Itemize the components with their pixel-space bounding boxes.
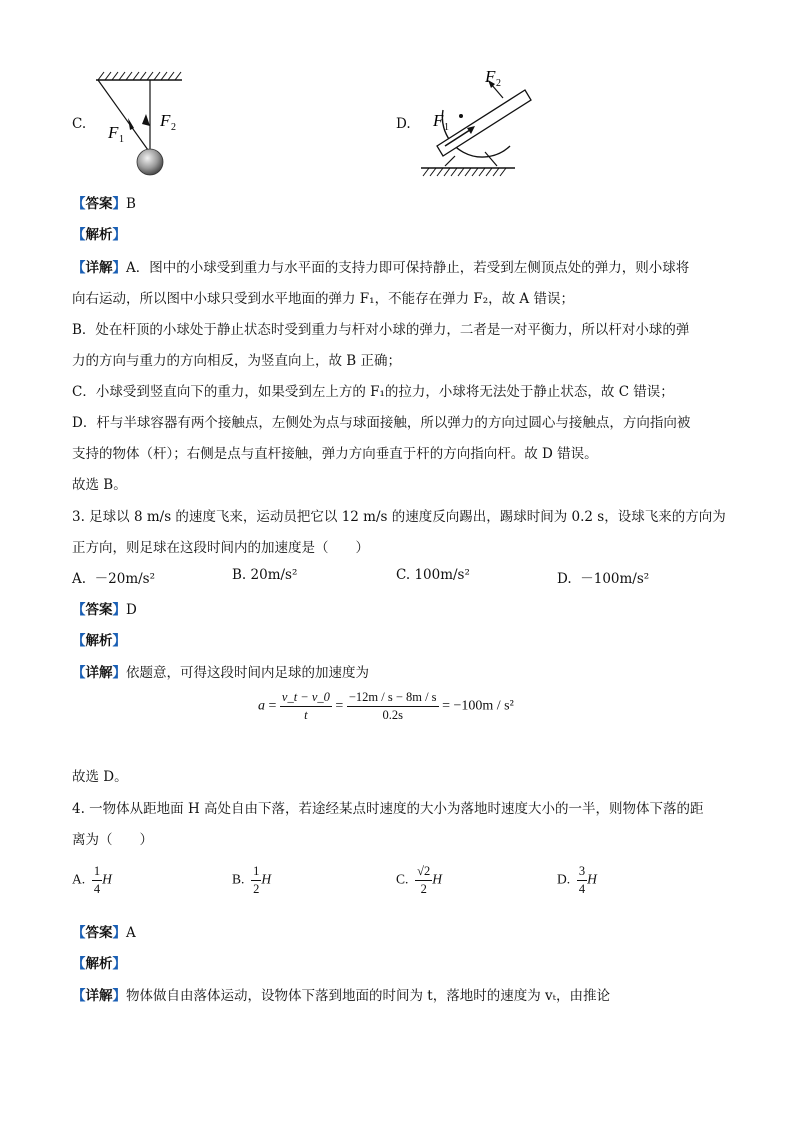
q4-option-c: C. $\frac{√2}{2}$ H xyxy=(396,864,443,896)
q3-answer-value: D xyxy=(126,602,137,618)
q3-option-c: C. 100m/s² xyxy=(396,567,470,583)
q2-detail-line-6: D．杆与半球容器有两个接触点，左侧处为点与球面接触，所以弹力的方向过圆心与接触点，方向指向被 xyxy=(72,415,691,431)
q4-answer-row: 【答案】A xyxy=(72,925,136,941)
q3-option-b: B. 20m/s² xyxy=(232,567,298,583)
figure-c-pendulum xyxy=(90,66,190,184)
q2-detail-line-3: B．处在杆顶的小球处于静止状态时受到重力与杆对小球的弹力，二者是一对平衡力，所以杆对小球的弹 xyxy=(72,322,690,338)
q4-detail-line: 【详解】物体做自由落体运动，设物体下落到地面的时间为 t，落地时的速度为 vₜ，由推论 xyxy=(72,988,610,1004)
q2-answer-value: B xyxy=(126,196,136,212)
q4-stem-line-1: 4. 一物体从距地面 H 高处自由下落，若途经某点时速度的大小为落地时速度大小的一半，则物体下落的距 xyxy=(72,801,704,817)
q3-detail-line: 【详解】依题意，可得这段时间内足球的加速度为 xyxy=(72,665,369,681)
q3-conclusion: 故选 D。 xyxy=(72,769,128,785)
q2-detail-line-4: 力的方向与重力的方向相反，为竖直向上，故 B 正确； xyxy=(72,353,402,369)
figure-d-rod-in-bowl xyxy=(415,68,540,180)
d-f1-sub: 1 xyxy=(444,122,449,133)
option-c-label: C. xyxy=(72,116,87,132)
option-d-label: D. xyxy=(396,116,411,132)
d-f2-sub: 2 xyxy=(496,78,501,89)
q4-stem-line-2: 离为（ ） xyxy=(72,832,153,848)
q2-conclusion: 故选 B。 xyxy=(72,477,127,493)
c-f2-sub: 2 xyxy=(171,122,176,133)
q3-analysis-marker: 【解析】 xyxy=(72,633,126,649)
q3-stem-line-2: 正方向，则足球在这段时间内的加速度是（ ） xyxy=(72,540,369,556)
q3-answer-row: 【答案】D xyxy=(72,602,137,618)
q3-formula-result: = −100m / s² xyxy=(442,698,514,714)
q2-answer-row: 【答案】B xyxy=(72,196,136,212)
q2-detail-line-5: C．小球受到竖直向下的重力，如果受到左上方的 F₁的拉力，小球将无法处于静止状态，故 C 错误； xyxy=(72,384,674,400)
q3-formula-fraction-1: $\frac{v\_t - v\_0}{t}$ xyxy=(281,690,330,722)
d-f1-label: F xyxy=(433,111,444,130)
q2-analysis-marker: 【解析】 xyxy=(72,227,126,243)
d-f2-label: F xyxy=(485,68,496,86)
q3-formula: a = $\frac{v\_t - v\_0}{t}$ = $\frac{-12m / s - 8m / s}{0.2s}$ = −100m / s² xyxy=(258,690,514,722)
q3-option-d: D. －100m/s² xyxy=(557,571,650,587)
c-f1-sub: 1 xyxy=(119,134,124,145)
q3-formula-fraction-2: $\frac{-12m / s - 8m / s}{0.2s}$ xyxy=(348,690,437,722)
q2-detail-line-1: 【详解】A．图中的小球受到重力与水平面的支持力即可保持静止，若受到左侧顶点处的弹力，则小球将 xyxy=(72,260,690,276)
q4-option-a: A. $\frac{1}{4}$ H xyxy=(72,864,112,896)
q4-option-d: D. $\frac{3}{4}$ H xyxy=(557,864,597,896)
q3-option-a: A. －20m/s² xyxy=(72,571,156,587)
c-f1-label: F xyxy=(108,123,119,142)
q3-stem-line-1: 3. 足球以 8 m/s 的速度飞来，运动员把它以 12 m/s 的速度反向踢出，踢球时间为 0.2 s，设球飞来的方向为 xyxy=(72,509,726,525)
c-f2-label: F xyxy=(160,111,171,130)
q4-option-b: B. $\frac{1}{2}$ H xyxy=(232,864,272,896)
q4-analysis-marker: 【解析】 xyxy=(72,956,126,972)
answer-marker: 答案 xyxy=(85,196,113,212)
q2-detail-line-2: 向右运动，所以图中小球只受到水平地面的弹力 F₁，不能存在弹力 F₂，故 A 错误； xyxy=(72,291,574,307)
q2-detail-line-7: 支持的物体（杆）；右侧是点与直杆接触，弹力方向垂直于杆的方向指向杆。故 D 错误。 xyxy=(72,446,598,462)
q4-answer-value: A xyxy=(126,925,136,941)
